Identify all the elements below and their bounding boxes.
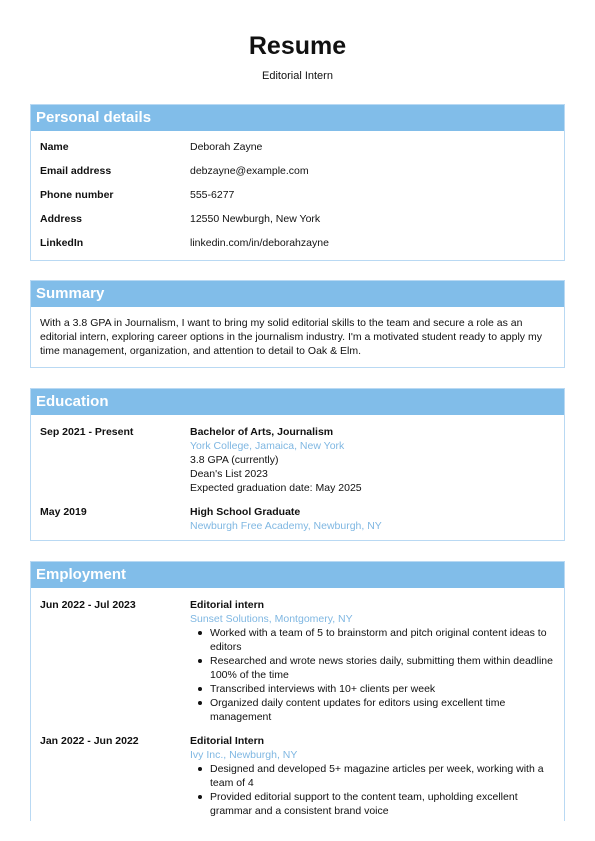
personal-details-section — [30, 104, 565, 261]
entry-title: Bachelor of Arts, Journalism — [190, 426, 334, 438]
entry-detail: 3.8 GPA (currently) — [190, 454, 279, 466]
employment-entry — [31, 598, 564, 724]
detail-row-name — [31, 135, 564, 159]
section-heading: Education — [31, 389, 564, 415]
entry-date: Jan 2022 - Jun 2022 — [40, 735, 139, 747]
detail-label: Email address — [40, 165, 112, 177]
detail-value: linkedin.com/in/deborahzayne — [190, 237, 329, 249]
employment-entry — [31, 734, 564, 818]
entry-title: Editorial Intern — [190, 735, 265, 747]
detail-row-address — [31, 207, 564, 231]
summary-section — [30, 280, 565, 368]
entry-company: Sunset Solutions, Montgomery, NY — [190, 613, 353, 625]
responsibility-item: Designed and developed 5+ magazine articles per week, working with a team of 4 — [210, 762, 556, 790]
entry-institution: Newburgh Free Academy, Newburgh, NY — [190, 520, 382, 532]
detail-value: 12550 Newburgh, New York — [190, 213, 321, 225]
entry-detail: Expected graduation date: May 2025 — [190, 482, 362, 494]
detail-label: Address — [40, 213, 83, 225]
detail-label: Name — [40, 141, 69, 153]
responsibility-item: Organized daily content updates for editors using excellent time management — [210, 696, 556, 724]
entry-company: Ivy Inc., Newburgh, NY — [190, 749, 298, 761]
detail-label: LinkedIn — [40, 237, 84, 249]
entry-detail: Dean's List 2023 — [190, 468, 268, 480]
employment-section — [30, 561, 565, 821]
detail-row-linkedin — [31, 231, 564, 255]
summary-text: With a 3.8 GPA in Journalism, I want to bring my solid editorial skills to the team and secure a role as an editorial intern, exploring career options in the journalism industry. I'm a motivated student ready to apply my time management, organization, and attention to detail to Oak & Elm. — [40, 317, 542, 357]
responsibility-item: Transcribed interviews with 10+ clients per week — [210, 682, 556, 696]
entry-title: High School Graduate — [190, 506, 301, 518]
responsibility-list — [190, 762, 556, 818]
education-entry — [31, 505, 564, 533]
detail-value: 555-6277 — [190, 189, 235, 201]
entry-date: Sep 2021 - Present — [40, 426, 134, 438]
detail-row-phone — [31, 183, 564, 207]
detail-value: Deborah Zayne — [190, 141, 263, 153]
entry-date: May 2019 — [40, 506, 87, 518]
detail-label: Phone number — [40, 189, 114, 201]
resume-title: Resume — [248, 32, 347, 60]
entry-date: Jun 2022 - Jul 2023 — [40, 599, 136, 611]
section-heading: Summary — [31, 281, 564, 307]
section-heading: Personal details — [31, 105, 564, 131]
detail-value: debzayne@example.com — [190, 165, 309, 177]
resume-subtitle: Editorial Intern — [262, 70, 333, 82]
responsibility-item: Provided editorial support to the content team, upholding excellent grammar and a consistent brand voice — [210, 790, 556, 818]
education-section — [30, 388, 565, 541]
responsibility-item: Worked with a team of 5 to brainstorm and pitch original content ideas to editors — [210, 626, 556, 654]
responsibility-list — [190, 626, 556, 724]
responsibility-item: Researched and wrote news stories daily, submitting them within deadline 100% of the time — [210, 654, 556, 682]
education-entry — [31, 425, 564, 495]
entry-institution: York College, Jamaica, New York — [190, 440, 345, 452]
section-heading: Employment — [31, 562, 564, 588]
entry-title: Editorial intern — [190, 599, 265, 611]
detail-row-email — [31, 159, 564, 183]
